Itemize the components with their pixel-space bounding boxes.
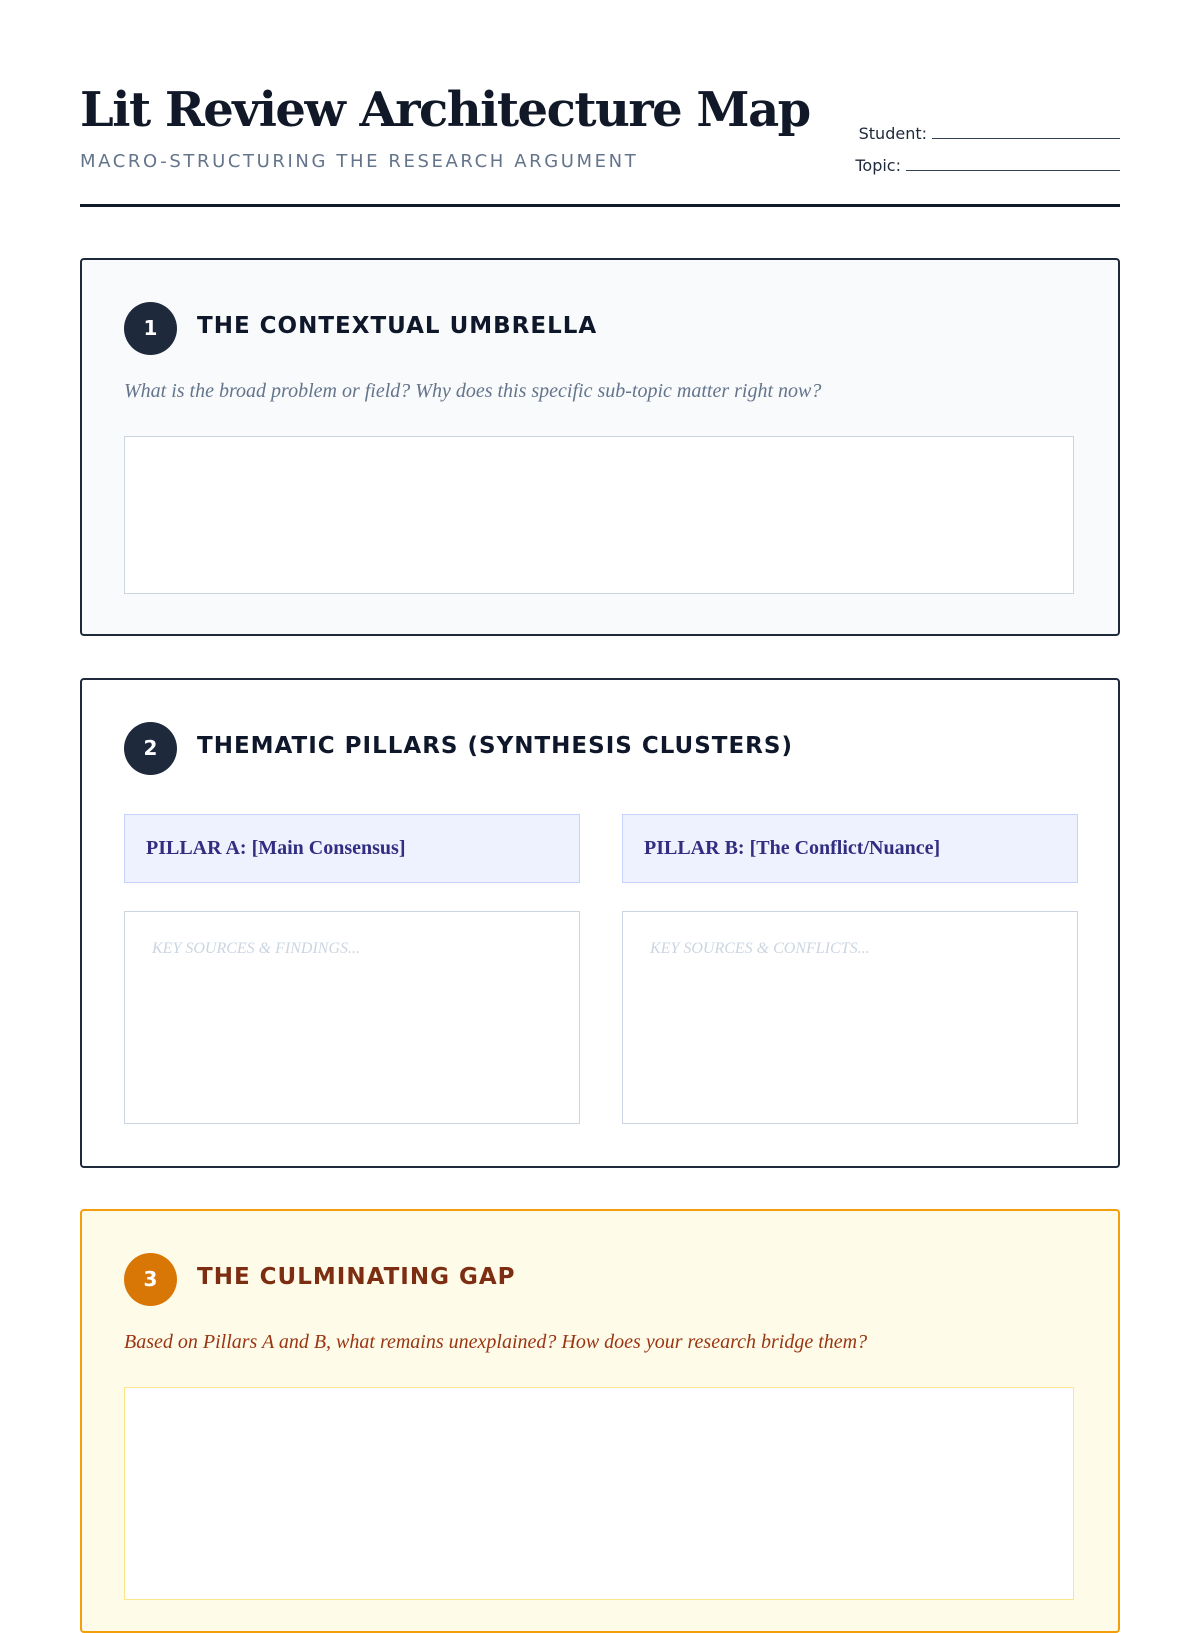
pillar-b-notes-field[interactable]: [622, 911, 1078, 1124]
section-thematic-pillars: [80, 678, 1120, 1168]
step-number-badge: 2: [124, 722, 177, 775]
student-blank[interactable]: [932, 124, 1120, 139]
pillar-b-header: PILLAR B: [The Conflict/Nuance]: [622, 814, 1078, 883]
student-label: Student:: [858, 124, 927, 143]
worksheet-header: [80, 0, 1120, 207]
student-info: [855, 118, 1120, 182]
pillar-a-notes-field[interactable]: [124, 911, 580, 1124]
worksheet-page: [80, 0, 1120, 1353]
section-contextual-umbrella: [80, 258, 1120, 636]
topic-blank[interactable]: [906, 156, 1120, 171]
step-number-badge: 1: [124, 302, 177, 355]
page-title: Lit Review Architecture Map: [80, 82, 810, 138]
section-title: THEMATIC PILLARS (SYNTHESIS CLUSTERS): [197, 733, 793, 759]
section-title: THE CONTEXTUAL UMBRELLA: [197, 313, 598, 339]
section-prompt: What is the broad problem or field? Why does this specific sub-topic matter right now?: [124, 380, 822, 402]
page-subtitle: MACRO-STRUCTURING THE RESEARCH ARGUMENT: [80, 151, 639, 172]
topic-line: [855, 150, 1120, 182]
umbrella-answer-field[interactable]: [124, 436, 1074, 594]
section-title: THE CULMINATING GAP: [197, 1264, 516, 1290]
pillar-a-header: PILLAR A: [Main Consensus]: [124, 814, 580, 883]
student-line: [855, 118, 1120, 150]
section-culminating-gap: [80, 1209, 1120, 1633]
step-number-badge: 3: [124, 1253, 177, 1306]
section-prompt: Based on Pillars A and B, what remains unexplained? How does your research bridge them?: [124, 1331, 868, 1353]
topic-label: Topic:: [855, 156, 901, 175]
gap-answer-field[interactable]: [124, 1387, 1074, 1600]
